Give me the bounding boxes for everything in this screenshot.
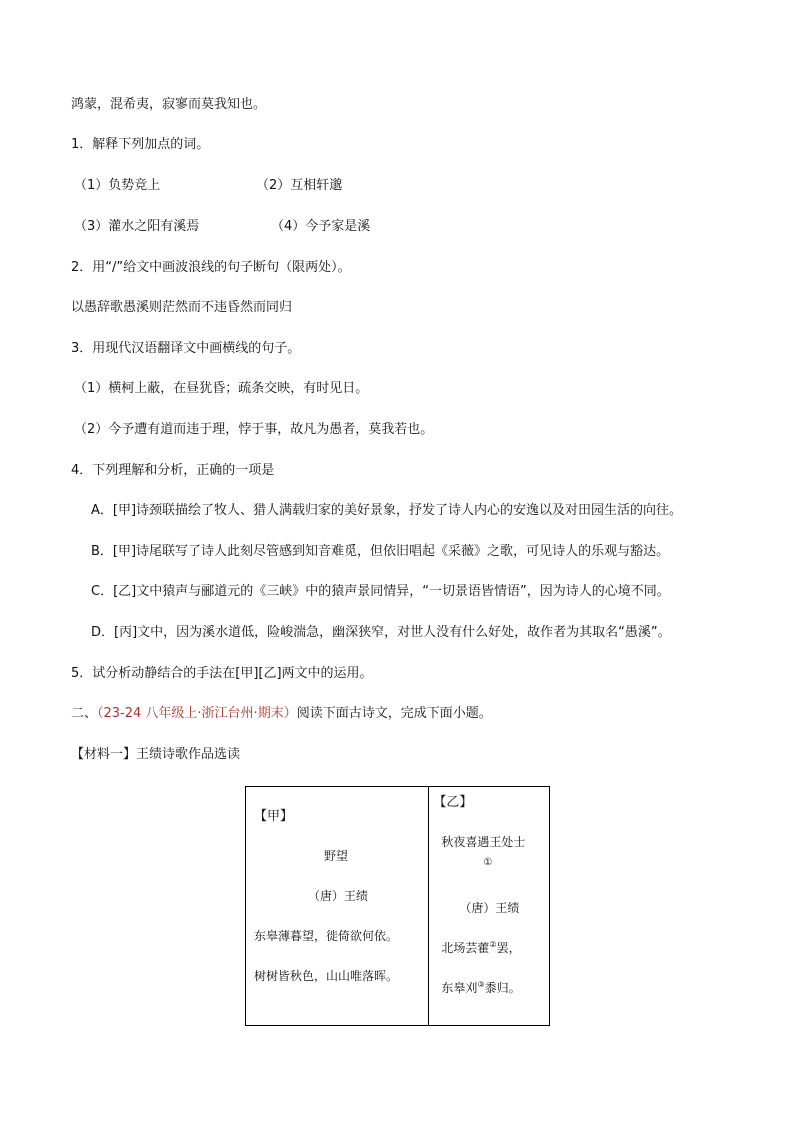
poem-yi-line-1-note: ② [489,940,497,949]
poem-yi-cell [429,787,550,1026]
poem-yi-line-1-text-a: 北场芸藿 [441,941,490,955]
q2-sentence: 以愚辞歌愚溪则茫然而不违昏然而同归 [71,300,293,315]
poem-yi-line-2-note: ③ [477,980,485,989]
material1-title: 【材料一】王绩诗歌作品选读 [71,747,241,762]
poem-yi-author: （唐）王绩 [459,901,520,915]
q2-title: 2．用“/”给文中画波浪线的句子断句（限两处）。 [71,260,351,275]
q4-option-d: D．[丙]文中，因为溪水道低，险峻湍急，幽深狭窄，对世人没有什么好处，故作者为其取名“愚溪”。 [91,625,671,640]
q1-item-3: （3）灌水之阳有溪焉 [74,219,200,234]
section2-instruction: 阅读下面古诗文，完成下面小题。 [296,706,492,721]
poem-yi-line-2-text-b: 黍归。 [484,981,521,995]
poem-yi-line-2-text-a: 东皋刈 [441,981,478,995]
poem-yi-line-1-text-b: 罢， [496,941,521,955]
q3-item-2: （2）今予遭有道而违于理，悖于事，故凡为愚者，莫我若也。 [74,422,434,437]
section2-heading [71,704,492,724]
poem-table [245,786,550,1026]
q3-title: 3．用现代汉语翻译文中画横线的句子。 [71,341,301,356]
q4-option-a: A．[甲]诗颈联描绘了牧人、猎人满载归家的美好景象，抒发了诗人内心的安逸以及对田园生活的向往。 [91,503,683,518]
poem-jia-label: 【甲】 [254,809,294,824]
top-line: 鸿蒙，混希夷，寂寥而莫我知也。 [71,97,267,112]
poem-yi-note-mark: ① [483,857,493,868]
q4-option-b: B．[甲]诗尾联写了诗人此刻尽管感到知音难觅，但依旧唱起《采薇》之歌，可见诗人的乐观与豁达。 [91,544,670,559]
poem-jia-line-1: 东皋薄暮望，徙倚欲何依。 [254,929,399,943]
poem-yi-line-2 [441,979,520,996]
poem-jia-title: 野望 [324,849,349,863]
q4-option-c: C．[乙]文中猿声与郦道元的《三峡》中的猿声景同情异，“一切景语皆情语”，因为诗人的心境不同。 [91,584,670,599]
q1-item-2: （2）互相轩邈 [256,178,343,193]
poem-jia-cell [246,787,429,1026]
section2-source: （23-24 八年级上·浙江台州·期末） [97,706,297,721]
q1-title: 1．解释下列加点的词。 [71,137,210,152]
section2-prefix: 二、 [71,706,98,721]
q5-title: 5．试分析动静结合的手法在[甲][乙]两文中的运用。 [71,666,373,681]
q4-title: 4．下列理解和分析，正确的一项是 [71,463,275,478]
poem-yi-label: 【乙】 [433,795,473,810]
poem-yi-title: 秋夜喜遇王处士 [441,835,526,849]
q3-item-1: （1）横柯上蔽，在昼犹昏；疏条交映，有时见日。 [74,381,369,396]
poem-jia-line-2: 树树皆秋色，山山唯落晖。 [254,969,399,983]
q1-item-4: （4）今予家是溪 [271,219,371,234]
poem-jia-author: （唐）王绩 [308,889,369,903]
poem-yi-line-1 [441,939,520,956]
q1-item-1: （1）负势竞上 [74,178,161,193]
